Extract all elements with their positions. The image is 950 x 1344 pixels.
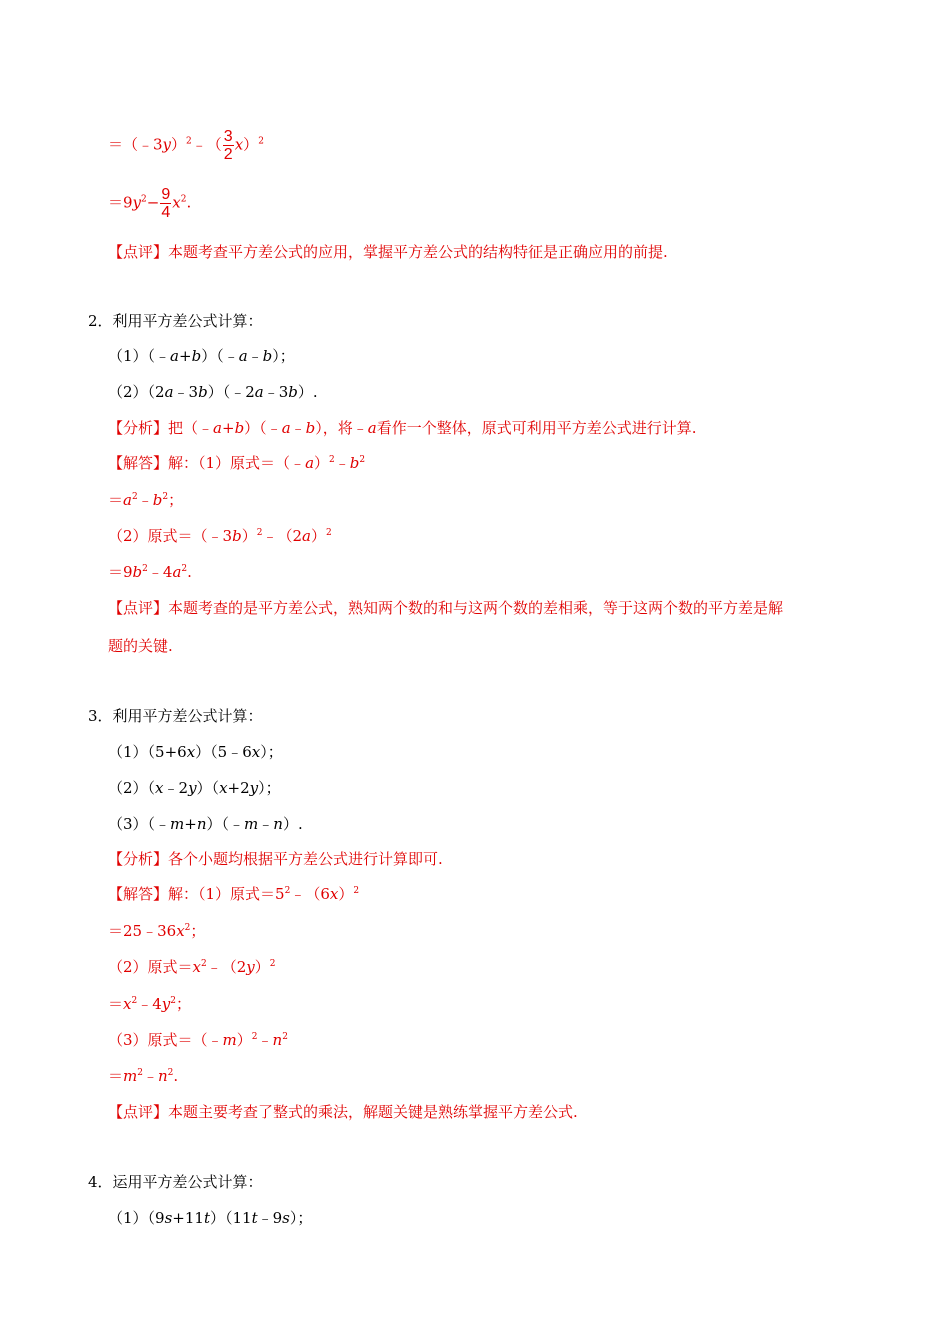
solution-line: （2）原式$=x^2﹣(2y)^2$ (108, 958, 276, 976)
analysis: 【分析】把（﹣a+b）（﹣a﹣b），将﹣a看作一个整体，原式可利用平方差公式进行计算. (108, 419, 697, 437)
answer: 【解答】解：（1）原式$=(﹣a)^2﹣b^2$ (108, 454, 366, 472)
question-part: （2）（2a﹣3b）（﹣2a﹣3b）. (108, 383, 318, 401)
comment: 【点评】本题考查的是平方差公式，熟知两个数的和与这两个数的差相乘，等于这两个数的平方差是解 (108, 599, 784, 617)
answer-tag: 【解答】 (108, 454, 169, 472)
fraction: $\frac{9}{4}$ (161, 186, 171, 221)
solution-line: ＝（﹣3y）$^2$﹣（ $\frac{3}{2}$ x）$^2$ (108, 128, 264, 163)
question-part: （2）（x﹣2y）（x+2y）； (108, 779, 281, 797)
question-title: 2．利用平方差公式计算： (88, 312, 263, 330)
solution-line: $=x^2﹣4y^2$； (108, 995, 191, 1013)
question-title: 3．利用平方差公式计算： (88, 707, 263, 725)
solution-line: $=9y^2-$ $\frac{9}{4}$ $x^2$. (108, 186, 192, 221)
comment-tag: 【点评】 (108, 1103, 169, 1121)
solution-line: （2）原式$=(﹣3b)^2﹣(2a)^2$ (108, 527, 332, 545)
answer-tag: 【解答】 (108, 885, 169, 903)
comment: 【点评】本题主要考查了整式的乘法，解题关键是熟练掌握平方差公式. (108, 1103, 578, 1121)
comment: 【点评】本题考查平方差公式的应用，掌握平方差公式的结构特征是正确应用的前提. (108, 243, 668, 261)
fraction: $\frac{3}{2}$ (223, 128, 233, 163)
question-part: （3）（﹣m+n）（﹣m﹣n）. (108, 815, 303, 833)
question-title: 4．运用平方差公式计算： (88, 1173, 263, 1191)
comment-continued: 题的关键. (108, 637, 173, 655)
question-part: （1）（5+6x）（5﹣6x）； (108, 743, 283, 761)
comment-tag: 【点评】 (108, 599, 169, 617)
solution-line: $=m^2﹣n^2$. (108, 1067, 179, 1085)
solution-line: $=a^2﹣b^2$； (108, 491, 184, 509)
analysis-tag: 【分析】 (108, 850, 169, 868)
answer: 【解答】解：（1）原式$=5^2﹣(6x)^2$ (108, 885, 360, 903)
question-part: （1）（﹣a+b）（﹣a﹣b）； (108, 347, 295, 365)
analysis-tag: 【分析】 (108, 419, 169, 437)
analysis: 【分析】各个小题均根据平方差公式进行计算即可. (108, 850, 443, 868)
solution-line: $=25﹣36x^2$； (108, 922, 206, 940)
question-part: （1）（9s+11t）（11t﹣9s）； (108, 1209, 313, 1227)
solution-line: （3）原式$=(﹣m)^2﹣n^2$ (108, 1031, 288, 1049)
solution-line: $=9b^2﹣4a^2$. (108, 563, 192, 581)
comment-tag: 【点评】 (108, 243, 169, 261)
